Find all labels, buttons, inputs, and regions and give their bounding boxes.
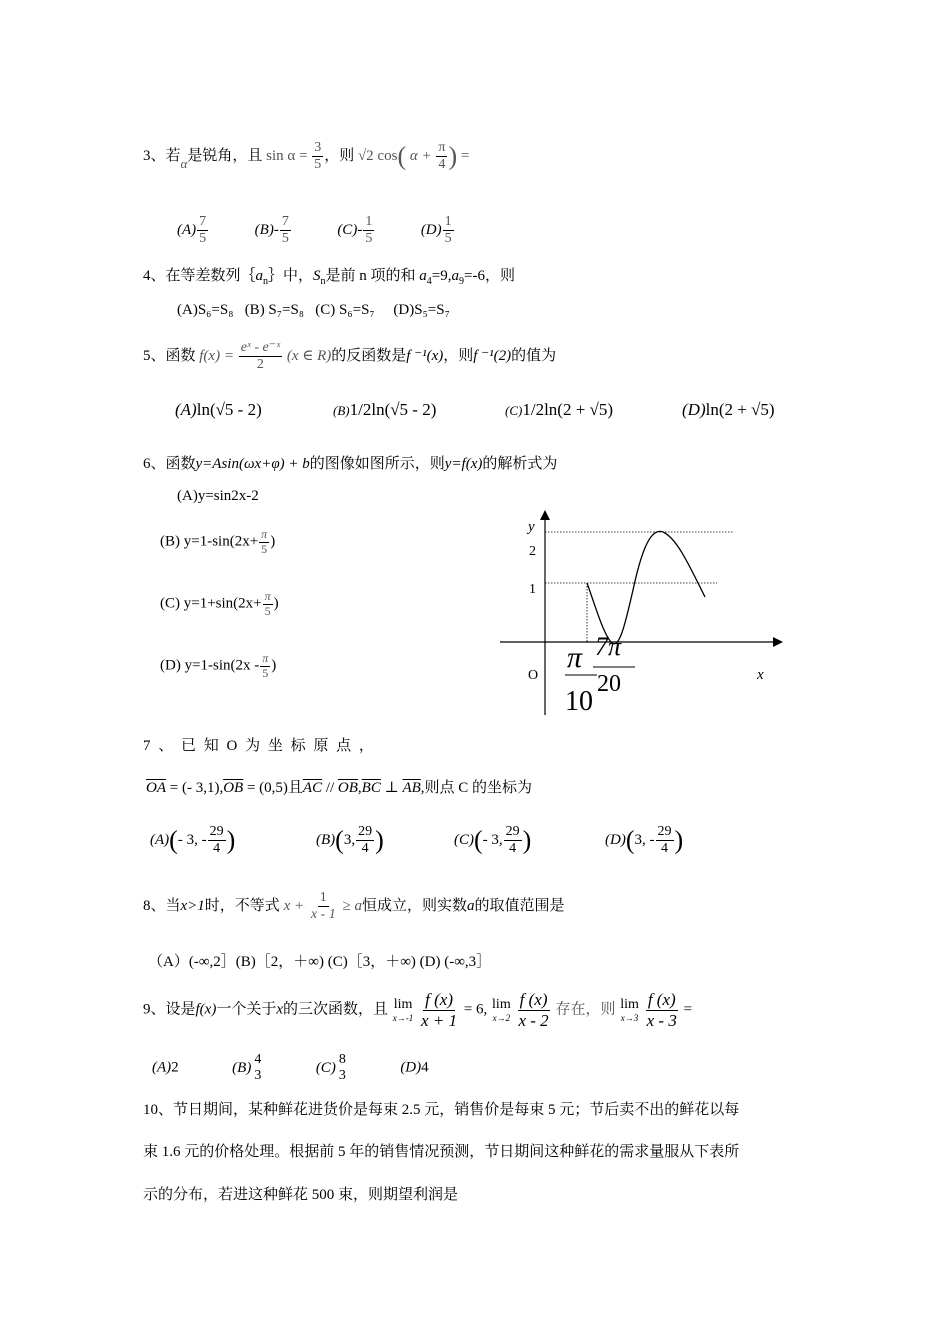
q7-option-b[interactable]: (B)(3, $\frac{29}{4}$ ) [316, 824, 384, 857]
q5-option-b[interactable]: (B)1/2ln(√5 - 2) [333, 400, 437, 419]
q9-line: 9、设是f(x)一个关于x的三次函数，且 lim x→-1 $\frac{f (x)}{x + 1}$ = 6, lim x→2 $\frac{f (x)}{x - 2}$ 存在，则 lim x→3 $\frac{f (x)}{x - 3}$ = [143, 990, 693, 1030]
x-tick-pi-10-den: 10 [565, 686, 593, 717]
q9-option-a[interactable]: (A)2 [152, 1059, 179, 1076]
q4-line: 4、在等差数列$\{a_n\}$中，$S_n$是前 n 项的和 $a_4=9,a_9=-6$，则 [143, 268, 515, 287]
q6-option-b[interactable]: (B) y=1-sin(2x+ $\frac{\pi}{5}$ ) [160, 527, 276, 556]
q4-option-b[interactable]: (B) S₇=S₈ [244, 302, 305, 318]
x-tick-7pi-20-den: 20 [597, 671, 621, 697]
q5-options [175, 400, 262, 420]
q5-line: 5、函数 f(x) = $\frac{\text{eˣ - e⁻ˣ}}{2}$ (x ∈ R)的反函数是f ⁻¹(x)，则f ⁻¹(2)的值为 [143, 340, 557, 373]
q10-line-2: 束 1.6 元的价格处理。根据前 5 年的销售情况预测，节日期间这种鲜花的需求量服从下表所 [143, 1144, 740, 1160]
tick-2: 2 [529, 544, 536, 559]
q7-option-d[interactable]: (D)(3, - $\frac{29}{4}$ ) [605, 824, 684, 857]
q6-graph [495, 505, 785, 720]
q4-option-c[interactable]: (C) S₆=S₇ [315, 302, 375, 318]
x-axis-arrow [773, 637, 783, 647]
q7-option-c[interactable]: (C)(- 3, $\frac{29}{4}$ ) [454, 824, 532, 857]
q6-option-c[interactable]: (C) y=1+sin(2x+ $\frac{\pi}{5}$ ) [160, 589, 279, 618]
q3-option-a[interactable]: (A) $\frac{7}{5}$ [177, 214, 207, 247]
tick-1: 1 [529, 582, 536, 597]
q9-option-b[interactable]: (B) 4 3 [232, 1052, 262, 1084]
q3-options [177, 214, 455, 247]
q9-option-d[interactable]: (D)4 [400, 1059, 429, 1076]
q7-line: 7 、 已 知 O 为 坐 标 原 点 ， [143, 738, 374, 754]
y-axis-label: y [528, 519, 535, 535]
q4-option-a[interactable]: (A)S₆=S₈ [177, 302, 234, 318]
x-tick-pi-10-num: π [567, 641, 583, 674]
x-axis-label: x [757, 667, 764, 683]
q4-option-d[interactable]: (D)S₅=S₇ [393, 302, 450, 318]
q10-line-3: 示的分布，若进这种鲜花 500 束，则期望利润是 [143, 1187, 459, 1203]
origin-label: O [528, 668, 539, 683]
x-tick-7pi-20-num: 7π [595, 632, 622, 661]
q5-option-c[interactable]: (C)1/2ln(2 + √5) [505, 400, 614, 419]
q9-options [152, 1052, 429, 1084]
q3-option-b[interactable]: (B)- $\frac{7}{5}$ [254, 214, 289, 247]
q4-options [177, 302, 450, 319]
q3-option-c[interactable]: (C)- $\frac{1}{5}$ [337, 214, 373, 247]
y-axis-arrow [540, 510, 550, 520]
q9-option-c[interactable]: (C) 8 3 [315, 1052, 346, 1084]
sine-curve [587, 531, 705, 643]
q5-option-a[interactable]: (A)ln(√5 - 2) [175, 400, 262, 419]
q10-line-1: 10、节日期间，某种鲜花进货价是每束 2.5 元，销售价是每束 5 元；节后卖不出的鲜花以每 [143, 1102, 740, 1118]
q6-option-d[interactable]: (D) y=1-sin(2x - $\frac{\pi}{5}$ ) [160, 651, 277, 680]
q6-line: 6、函数y=Asin(ωx+φ) + b的图像如图所示，则y=f(x)的解析式为 [143, 456, 558, 472]
q3-line: 3、若α是锐角，且 sin α = $\frac{3}{5}$ ，则 √2 cos( α + $\frac{\pi}{4}$ ) = [143, 140, 470, 173]
q8-line: 8、当x>1时，不等式 x + $\frac{1}{x - 1}$ ≥ a恒成立，则实数a的取值范围是 [143, 890, 565, 923]
q7-option-a[interactable]: (A)(- 3, - $\frac{29}{4}$ ) [150, 824, 236, 857]
q3-option-d[interactable]: (D) $\frac{1}{5}$ [420, 214, 452, 247]
q8-options[interactable]: （A）(-∞,2］(B)［2，＋∞) (C)［3，＋∞) (D) (-∞,3］ [148, 954, 492, 970]
q5-option-d[interactable]: (D)ln(2 + √5) [682, 400, 775, 419]
q6-option-a[interactable]: (A)y=sin2x-2 [177, 488, 259, 504]
q7-vectors: $\overline{OA}$ = (- $3,1),\overline{OB} = (0,5)$且$\overline{AC} // \overline{OB},\overline{BC}$ ⊥ $\overline{AB}$,则点 C 的坐标为 [146, 780, 533, 796]
